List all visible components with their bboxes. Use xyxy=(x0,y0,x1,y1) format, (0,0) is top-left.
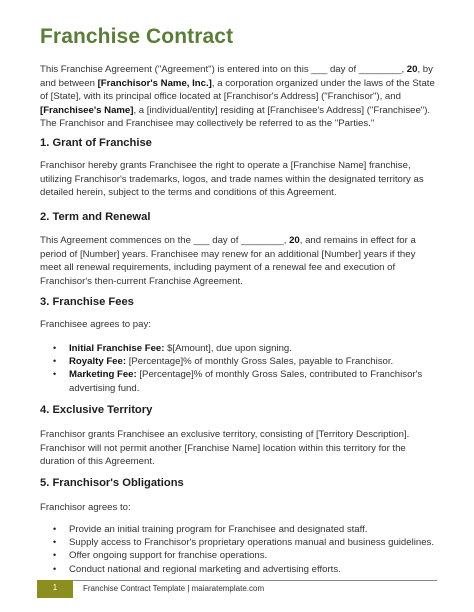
obligation-text: Offer ongoing support for franchise operations. xyxy=(69,550,268,562)
section-5-lead: Franchisor agrees to: xyxy=(40,502,131,513)
section-3-lead: Franchisee agrees to pay: xyxy=(40,319,151,330)
page-number: 1 xyxy=(52,583,58,592)
fees-list xyxy=(40,342,440,395)
intro-year: 20 xyxy=(406,64,418,75)
footer-rule xyxy=(73,580,437,581)
list-item xyxy=(40,523,440,536)
page-footer xyxy=(37,580,437,598)
section-2-body xyxy=(40,234,436,288)
section-4-heading: 4. Exclusive Territory xyxy=(40,404,153,416)
section-3-heading: 3. Franchise Fees xyxy=(40,296,134,308)
list-item xyxy=(40,368,440,394)
fee-text: [Percentage]% of monthly Gross Sales, payable to Franchisor. xyxy=(126,356,394,368)
list-item xyxy=(40,563,440,576)
list-item xyxy=(40,536,440,549)
section-2-year: 20 xyxy=(289,235,300,246)
section-1-heading: 1. Grant of Franchise xyxy=(40,137,152,149)
section-5-heading: 5. Franchisor's Obligations xyxy=(40,477,184,489)
section-2-heading: 2. Term and Renewal xyxy=(40,211,151,223)
section-2-text-1: This Agreement commences on the ___ day of ________, xyxy=(40,235,290,246)
bullet-icon: • xyxy=(53,563,57,574)
obligation-text: Conduct national and regional marketing and advertising efforts. xyxy=(69,563,341,575)
bullet-icon: • xyxy=(53,356,57,367)
document-title: Franchise Contract xyxy=(40,25,234,48)
section-2-text-2: , and remains in effect for a period of [Number] years. Franchisee may renew for an additional [Number] years if they meet all renewal requirements, including payment of a renewal fee and execution of Franchisor's then-current Franchise Agreement. xyxy=(40,235,416,287)
franchisor-name: [Franchisor's Name, Inc.] xyxy=(97,77,212,89)
franchisee-name: [Franchisee's Name] xyxy=(40,104,134,116)
section-1-body: Franchisor hereby grants Franchisee the right to operate a [Franchise Name] franchise, utilizing Franchisor's trademarks, logos, and trade names within the designated territory as detailed herein, subject to the terms and conditions of this Agreement. xyxy=(40,160,424,199)
bullet-icon: • xyxy=(53,524,57,534)
intro-text-1: This Franchise Agreement ("Agreement") is entered into on this ___ day of ________, xyxy=(40,64,407,75)
intro-text-3: , a corporation organized under the laws of the State of [State], with its principal office located at [Franchisor's Address] ("Franchisor"), and xyxy=(40,77,435,103)
fee-text: $[Amount], due upon signing. xyxy=(164,343,292,354)
obligations-list xyxy=(40,523,440,576)
list-item xyxy=(40,355,440,368)
fee-text: [Percentage]% of monthly Gross Sales, contributed to Franchisor's advertising fund. xyxy=(69,369,423,394)
section-4-body: Franchisor grants Franchisee an exclusive territory, consisting of [Territory Description]. Franchisor will not permit another [Franchise Name] location within this territory for the duration of this Agreement. xyxy=(40,429,410,468)
list-item xyxy=(40,342,440,355)
bullet-icon: • xyxy=(53,537,57,548)
footer-text: Franchise Contract Template | maiaratemplate.com xyxy=(83,584,265,593)
fee-label: Royalty Fee: xyxy=(69,356,127,368)
fee-label: Marketing Fee: xyxy=(69,369,137,381)
obligation-text: Supply access to Franchisor's proprietary operations manual and business guidelines. xyxy=(69,537,434,549)
bullet-icon: • xyxy=(53,550,57,561)
list-item xyxy=(40,549,440,562)
obligation-text: Provide an initial training program for Franchisee and designated staff. xyxy=(69,524,368,535)
bullet-icon: • xyxy=(53,343,57,353)
intro-text-2: , by and between xyxy=(40,64,433,89)
intro-paragraph xyxy=(40,63,436,131)
bullet-icon: • xyxy=(53,369,57,380)
fee-label: Initial Franchise Fee: xyxy=(69,343,165,354)
intro-text-4: , a [individual/entity] residing at [Franchisee's Address] ("Franchisee"). The Franchisor and Franchisee may collectively be referred to as the "Parties." xyxy=(40,104,431,130)
